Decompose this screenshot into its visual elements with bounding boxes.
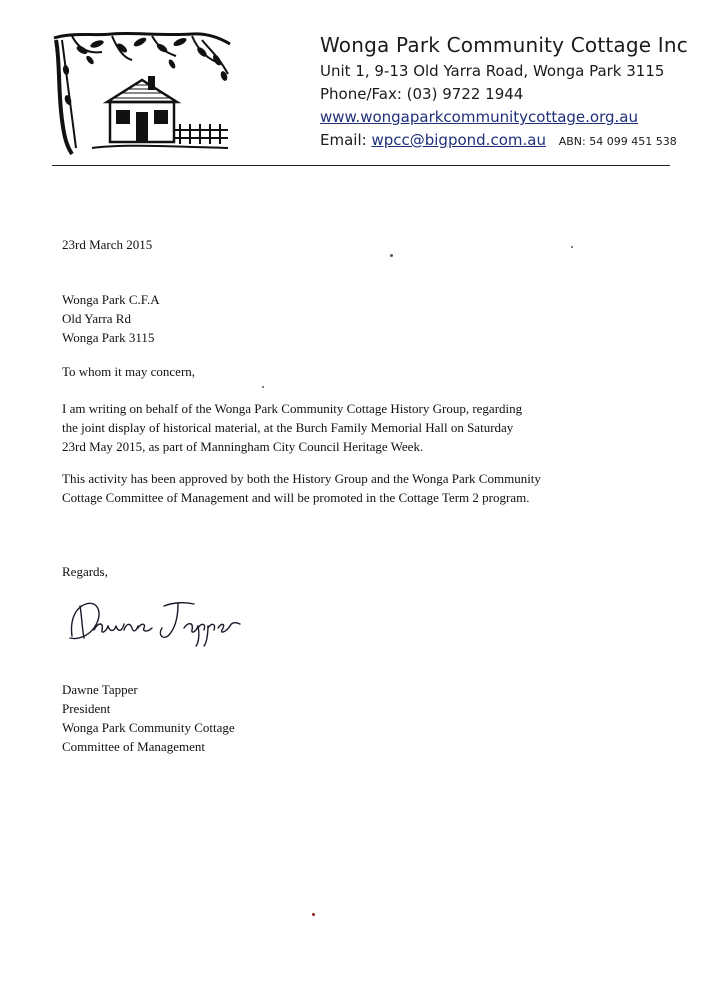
body-paragraph-2 [62,469,541,507]
recipient-line: Old Yarra Rd [62,311,131,326]
paragraph-line: the joint display of historical material, at the Burch Family Memorial Hall on Saturday [62,420,514,435]
paragraph-line: Cottage Committee of Management and will be promoted in the Cottage Term 2 program. [62,490,530,505]
paragraph-line: This activity has been approved by both the History Group and the Wonga Park Community [62,471,541,486]
scan-speck [571,246,573,248]
letterhead-divider [52,165,670,166]
organization-name: Wonga Park Community Cottage Inc [320,33,688,57]
body-paragraph-1 [62,399,522,456]
signatory-committee: Committee of Management [62,739,205,754]
paragraph-line: I am writing on behalf of the Wonga Park Community Cottage History Group, regarding [62,401,523,416]
signatory-title: President [62,701,111,716]
recipient-line: Wonga Park C.F.A [62,292,160,307]
organization-address: Unit 1, 9-13 Old Yarra Road, Wonga Park 3115 [320,62,665,80]
email-label: Email: [320,131,367,149]
cottage-tree-logo [52,30,232,158]
email-link[interactable]: wpcc@bigpond.com.au [371,131,546,149]
salutation: To whom it may concern, [62,364,196,379]
signatory-block [62,680,235,756]
recipient-line: Wonga Park 3115 [62,330,155,345]
scan-speck [262,386,264,388]
recipient-address [62,290,160,347]
email-line [320,129,700,153]
closing: Regards, [62,564,108,579]
phone-fax: Phone/Fax: (03) 9722 1944 [320,85,524,103]
website-link[interactable]: www.wongaparkcommunitycottage.org.au [320,108,638,126]
signatory-name: Dawne Tapper [62,682,138,697]
paragraph-line: 23rd May 2015, as part of Manningham City Council Heritage Week. [62,439,424,454]
letterhead [320,30,700,153]
scan-speck [390,254,393,257]
signatory-organization: Wonga Park Community Cottage [62,720,235,735]
letter-date: 23rd March 2015 [62,237,153,252]
abn-number: ABN: 54 099 451 538 [558,135,677,148]
handwritten-signature [64,592,244,648]
scan-speck [312,913,315,916]
